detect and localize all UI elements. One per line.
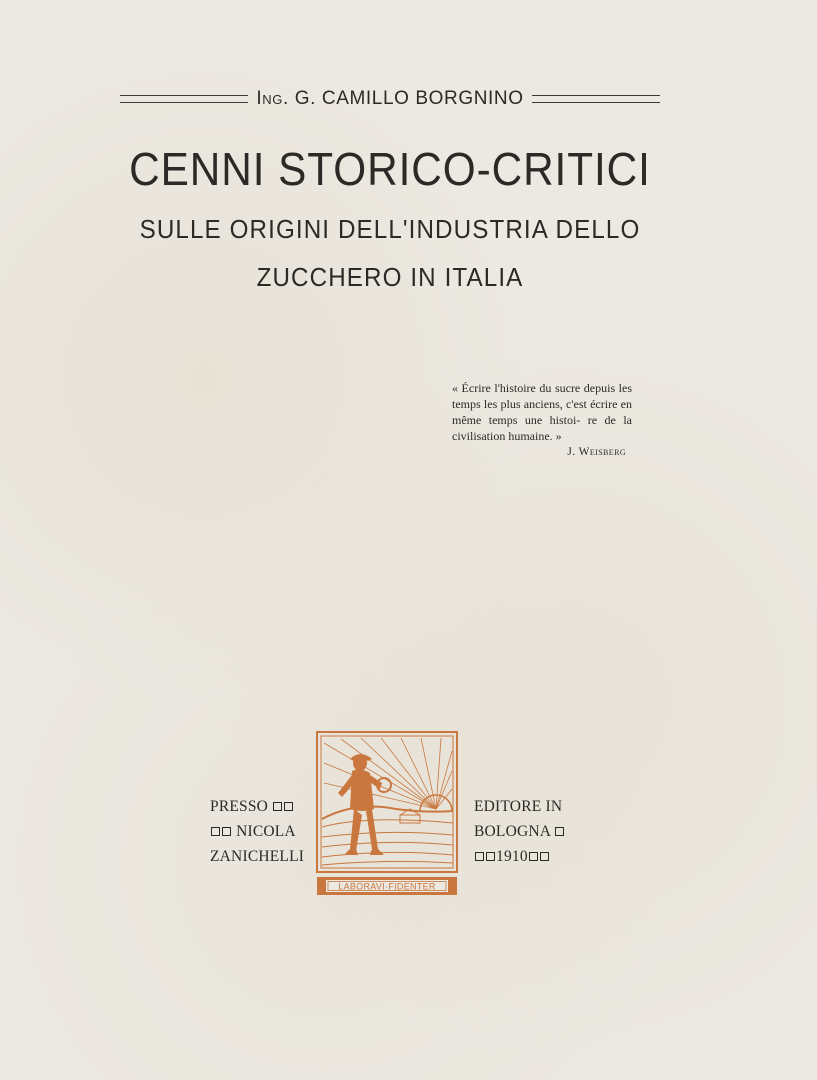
presso-text: PRESSO: [210, 798, 269, 815]
publisher-left-line-1: [210, 794, 310, 819]
right-double-rule: [532, 95, 660, 103]
author-fullname: G. CAMILLO BORGNINO: [294, 88, 524, 109]
sower-figure: [338, 754, 384, 855]
square-ornament: [475, 852, 484, 861]
publisher-left-line-3: [210, 844, 310, 869]
motto-banner: [317, 877, 457, 895]
epigraph-attribution: J. Weisberg: [567, 446, 626, 458]
publisher-right-line-1: [474, 794, 584, 819]
sun-rays: [324, 738, 452, 809]
year-text: 1910: [496, 848, 528, 865]
square-ornament: [529, 852, 538, 861]
left-double-rule: [120, 95, 248, 103]
square-ornament: [486, 852, 495, 861]
author-prefix: Ing.: [256, 88, 289, 109]
author-name: [248, 88, 531, 110]
publisher-left-line-2: [210, 819, 310, 844]
book-subtitle-line-2: ZUCCHERO IN ITALIA: [256, 262, 524, 292]
editore-text: EDITORE IN: [474, 798, 563, 815]
square-ornament: [211, 827, 220, 836]
book-title: CENNI STORICO-CRITICI: [129, 143, 651, 195]
square-ornament: [222, 827, 231, 836]
epigraph: [452, 380, 632, 460]
square-ornament: [284, 802, 293, 811]
printer-mark: [316, 731, 458, 897]
publisher-left-column: [210, 794, 310, 869]
bologna-text: BOLOGNA: [474, 823, 551, 840]
nicola-text: NICOLA: [236, 823, 296, 840]
publisher-right-line-2: [474, 819, 584, 844]
epigraph-text: « Écrire l'histoire du sucre depuis les temps les plus anciens, c'est écrire en même temps une histoi- re de la civilisation humaine. »: [452, 381, 632, 443]
book-subtitle-line-1: SULLE ORIGINI DELL'INDUSTRIA DELLO: [139, 214, 641, 244]
square-ornament: [273, 802, 282, 811]
publisher-right-line-3: [474, 844, 584, 869]
zanichelli-text: ZANICHELLI: [210, 848, 305, 865]
motto-text: LABORAVI·FIDENTER: [338, 881, 436, 892]
square-ornament: [555, 827, 564, 836]
author-line: [120, 86, 660, 112]
square-ornament: [540, 852, 549, 861]
publisher-right-column: [474, 794, 584, 869]
